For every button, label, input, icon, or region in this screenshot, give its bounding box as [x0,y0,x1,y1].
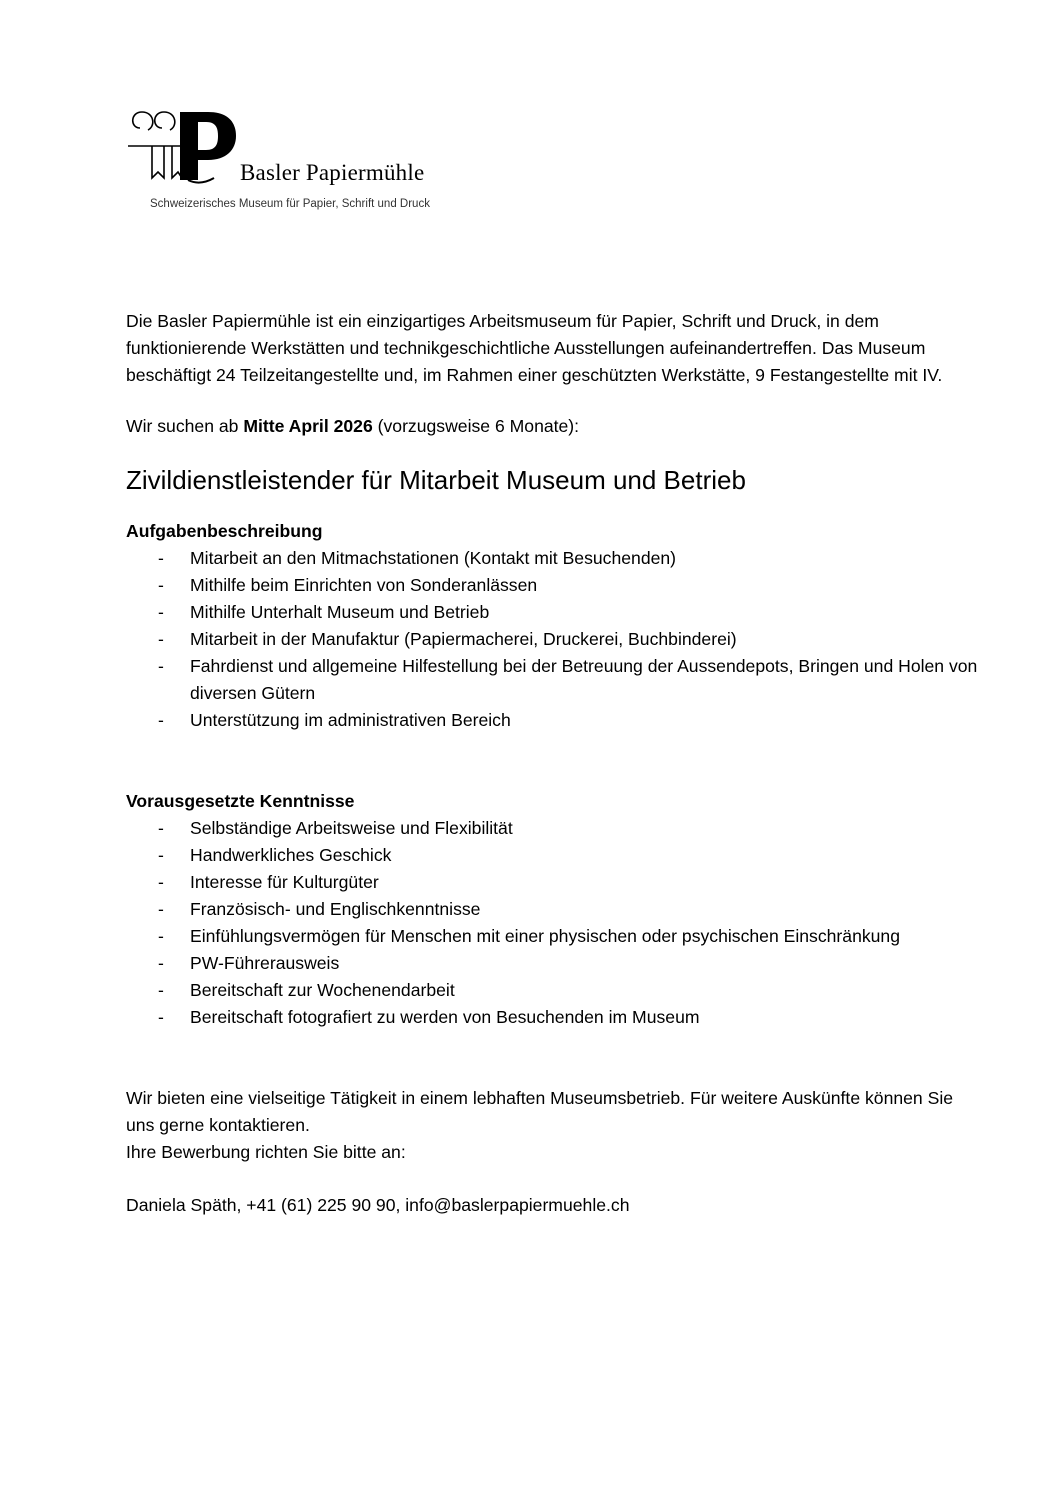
list-item-text: Einfühlungsvermögen für Menschen mit einer physischen oder psychischen Einschränkung [190,926,901,946]
list-item [126,545,996,572]
list-item [126,653,996,707]
list-marker: - [158,818,164,838]
offer-paragraph [126,1085,976,1166]
list-item-text: Mitarbeit in der Manufaktur (Papiermacherei, Druckerei, Buchbinderei) [190,629,737,649]
list-marker: - [158,602,164,622]
list-marker: - [158,872,164,892]
list-item-text: Bereitschaft zur Wochenendarbeit [190,980,455,1000]
list-item [126,842,996,869]
list-marker: - [158,710,164,730]
contact-line: Daniela Späth, +41 (61) 225 90 90, info@baslerpapiermuehle.ch [126,1195,630,1215]
offer-text: Wir bieten eine vielseitige Tätigkeit in einem lebhaften Museumsbetrieb. Für weitere Auskünfte können Sie uns gerne kontaktieren. [126,1088,954,1135]
search-line [126,413,996,440]
requirements-list [126,815,996,1031]
search-suffix: (vorzugsweise 6 Monate): [372,416,580,436]
intro-paragraph: Die Basler Papiermühle ist ein einzigartiges Arbeitsmuseum für Papier, Schrift und Druck, in dem funktionierende Werkstätten und technikgeschichtliche Ausstellungen aufeinandertreffen. Das Museum beschäftigt 24 Teilzeitangestellte und, im Rahmen einer geschützten Werkstätte, 9 Festangestellte mit IV. [126,311,943,385]
list-item [126,977,996,1004]
document-body [126,308,996,1219]
list-item [126,923,996,950]
list-marker: - [158,629,164,649]
list-marker: - [158,980,164,1000]
list-item [126,707,996,734]
list-item-text: Mithilfe Unterhalt Museum und Betrieb [190,602,490,622]
list-item-text: Mithilfe beim Einrichten von Sonderanlässen [190,575,538,595]
list-marker: - [158,845,164,865]
museum-logo [128,108,468,218]
list-item [126,599,996,626]
list-item-text: Unterstützung im administrativen Bereich [190,710,511,730]
application-note: Ihre Bewerbung richten Sie bitte an: [126,1142,406,1162]
list-item-text: Bereitschaft fotografiert zu werden von Besuchenden im Museum [190,1007,700,1027]
list-marker: - [158,953,164,973]
papiermuehle-logo-icon [128,108,238,188]
list-marker: - [158,656,164,676]
list-item-text: Französisch- und Englischkenntnisse [190,899,481,919]
list-item [126,626,996,653]
list-item [126,1004,996,1031]
list-item [126,869,996,896]
list-marker: - [158,548,164,568]
list-item-text: Fahrdienst und allgemeine Hilfestellung bei der Betreuung der Aussendepots, Bringen und Holen von diversen Gütern [190,656,978,703]
list-marker: - [158,899,164,919]
list-item-text: Interesse für Kulturgüter [190,872,379,892]
list-marker: - [158,1007,164,1027]
list-marker: - [158,575,164,595]
museum-name: Basler Papiermühle [240,160,425,185]
tasks-list [126,545,996,734]
list-item-text: Selbständige Arbeitsweise und Flexibilität [190,818,513,838]
list-marker: - [158,926,164,946]
list-item [126,896,996,923]
search-prefix: Wir suchen ab [126,416,244,436]
list-item-text: Mitarbeit an den Mitmachstationen (Kontakt mit Besuchenden) [190,548,677,568]
requirements-heading: Vorausgesetzte Kenntnisse [126,791,355,811]
search-date: Mitte April 2026 [243,416,373,436]
list-item [126,950,996,977]
list-item [126,815,996,842]
list-item-text: PW-Führerausweis [190,953,340,973]
list-item [126,572,996,599]
tasks-heading: Aufgabenbeschreibung [126,521,323,541]
list-item-text: Handwerkliches Geschick [190,845,392,865]
job-title: Zivildienstleistender für Mitarbeit Museum und Betrieb [126,465,746,495]
museum-tagline: Schweizerisches Museum für Papier, Schrift und Druck [150,198,430,210]
